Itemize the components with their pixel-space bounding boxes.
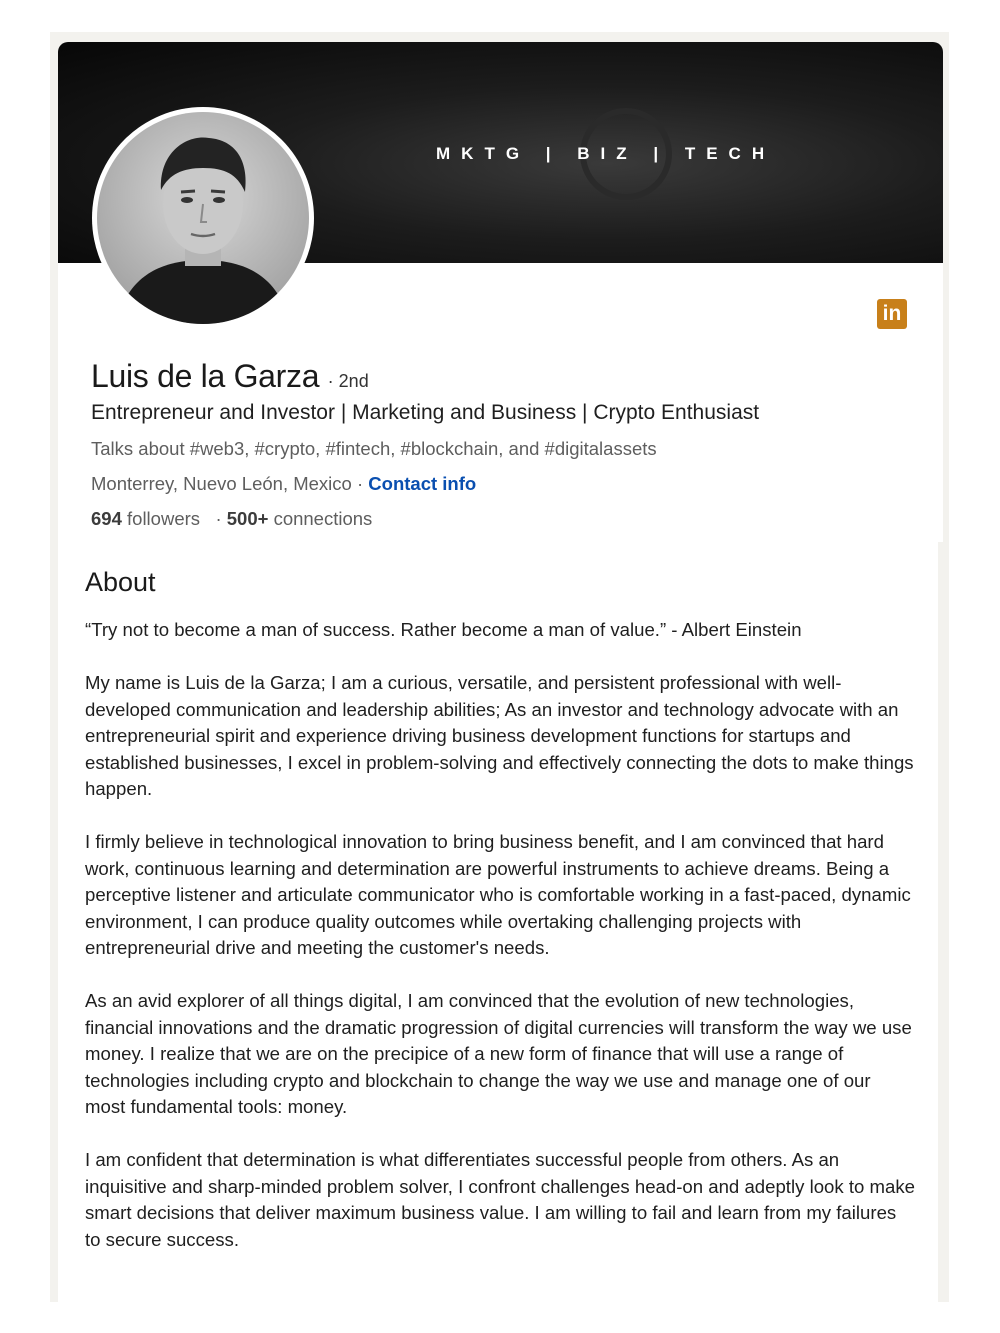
followers-count: 694 xyxy=(91,508,122,529)
profile-talks-about: Talks about #web3, #crypto, #fintech, #blockchain, and #digitalassets xyxy=(91,438,657,459)
about-title: About xyxy=(85,567,156,597)
profile-stats-row xyxy=(91,508,372,530)
stats-separator: · xyxy=(215,508,222,529)
connections-count[interactable]: 500+ xyxy=(226,508,269,529)
about-paragraph: I am confident that determination is what differentiates successful people from others. As an inquisitive and sharp-minded problem solver, I confront challenges head-on and adeptly look to make smart decisions that deliver maximum business value. I am willing to fail and learn from my failures to secure success. xyxy=(85,1149,915,1250)
followers-label: followers xyxy=(127,508,201,529)
profile-headline: Entrepreneur and Investor | Marketing and Business | Crypto Enthusiast xyxy=(91,401,760,424)
profile-avatar[interactable] xyxy=(92,107,314,329)
profile-name: Luis de la Garza xyxy=(91,358,320,394)
banner-text: MKTG | BIZ | TECH xyxy=(436,144,776,163)
about-quote: “Try not to become a man of success. Rather become a man of value.” - Albert Einstein xyxy=(85,619,802,640)
about-paragraph: I firmly believe in technological innovation to bring business benefit, and I am convinced that hard work, continuous learning and determination are powerful instruments to achieve dreams. Being a perceptive listener and articulate communicator who is comfortable working in a fast-paced, dynamic environment, I can produce quality outcomes while overtaking challenging projects with entrepreneurial drive and meeting the customer's needs. xyxy=(85,831,911,958)
profile-location-row xyxy=(91,473,476,495)
linkedin-icon[interactable]: in xyxy=(877,299,907,329)
avatar-photo xyxy=(97,112,309,324)
about-paragraph: As an avid explorer of all things digital, I am convinced that the evolution of new technologies, financial innovations and the dramatic progression of digital currencies will transform the way we use money. I realize that we are on the precipice of a new form of finance that will use a range of technologies including crypto and blockchain to change the way we use and manage one of our most fundamental tools: money. xyxy=(85,990,912,1117)
profile-location: Monterrey, Nuevo León, Mexico · xyxy=(91,473,364,494)
profile-name-row xyxy=(91,358,369,398)
about-body xyxy=(85,617,915,1280)
connection-degree: · 2nd xyxy=(327,371,369,391)
contact-info-link[interactable]: Contact info xyxy=(368,473,477,494)
about-paragraph: My name is Luis de la Garza; I am a curious, versatile, and persistent professional with well-developed communication and leadership abilities; As an investor and technology advocate with an entrepreneurial spirit and experience driving business development functions for startups and established businesses, I excel in problem-solving and effectively connecting the dots to make things happen. xyxy=(85,672,914,799)
connections-label[interactable]: connections xyxy=(273,508,373,529)
